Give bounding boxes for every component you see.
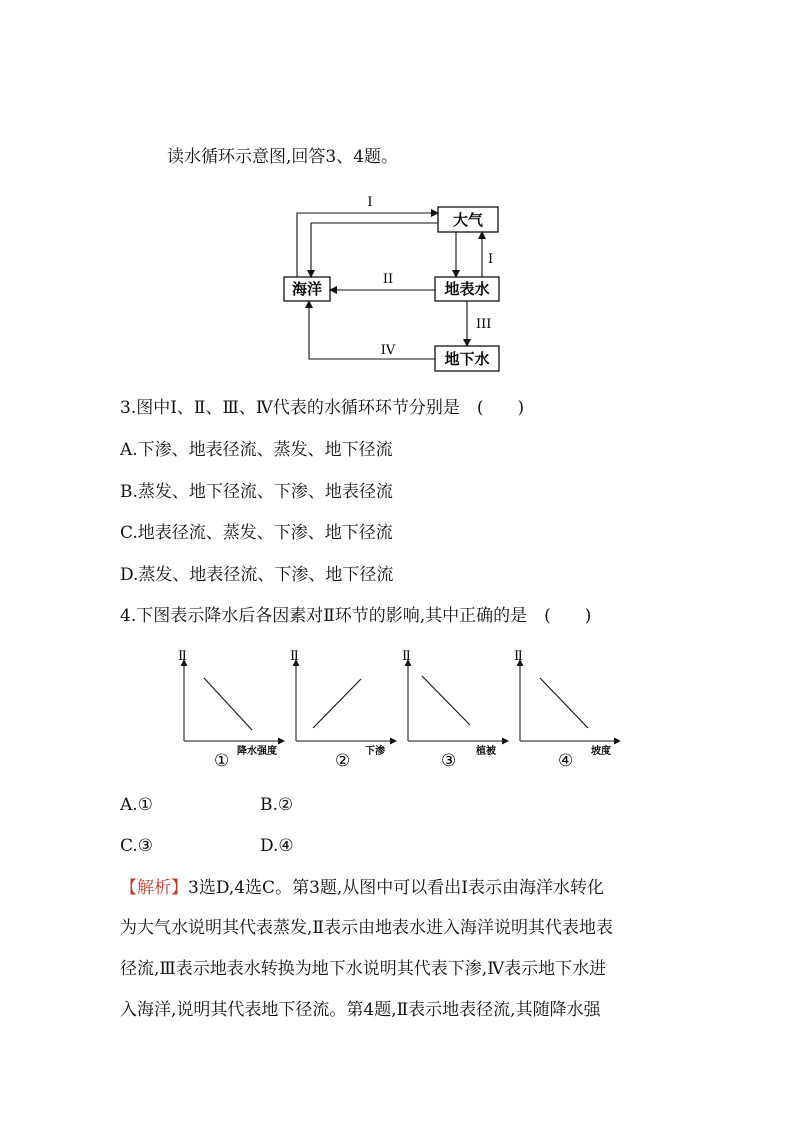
label-i-top: I — [367, 195, 373, 210]
node-surface-water-label: 地表水 — [444, 280, 490, 298]
graph-2-number: ② — [335, 751, 351, 771]
node-ocean — [284, 277, 330, 301]
node-ocean-label: 海洋 — [291, 280, 323, 298]
graph-3-ylabel: Ⅱ — [402, 649, 411, 664]
graph-1-ylabel: Ⅱ — [178, 649, 187, 664]
graph-4-xlabel: 坡度 — [591, 746, 611, 757]
graph-3-number: ③ — [441, 751, 457, 771]
graph-4-trend-line — [540, 678, 588, 728]
node-groundwater — [435, 346, 499, 371]
arrow-precipitation-ocean — [311, 223, 438, 277]
node-atmosphere-label: 大气 — [452, 211, 484, 229]
q3-option-c: C.地表径流、蒸发、下渗、地下径流 — [120, 523, 393, 543]
q3-option-a: A.下渗、地表径流、蒸发、地下径流 — [120, 440, 393, 460]
q4-stem: 4.下图表示降水后各因素对Ⅱ环节的影响,其中正确的是 ( ) — [120, 606, 592, 626]
label-iv: IV — [380, 343, 396, 358]
graph-2 — [290, 649, 396, 771]
graph-2-ylabel: Ⅱ — [290, 649, 299, 664]
graph-1-trend-line — [204, 678, 252, 730]
q4-option-a: A.① — [120, 795, 153, 815]
node-surface-water — [435, 277, 499, 301]
analysis-line-4: 入海洋,说明其代表地下径流。第4题,Ⅱ表示地表径流,其随降水强 — [120, 1000, 601, 1020]
analysis-line-2: 为大气水说明其代表蒸发,Ⅱ表示由地表水进入海洋说明其代表地表 — [120, 918, 613, 938]
q4-option-c: C.③ — [120, 836, 154, 856]
graph-1-xlabel: 降水强度 — [237, 746, 277, 757]
label-iii: III — [476, 317, 492, 332]
graph-2-trend-line — [313, 679, 361, 728]
graph-2-xlabel: 下渗 — [365, 746, 385, 757]
analysis-tag: 【解析】 — [120, 878, 188, 898]
graph-3 — [402, 649, 508, 771]
q4-option-d: D.④ — [260, 836, 294, 856]
analysis-line-3: 径流,Ⅲ表示地表水转换为地下水说明其代表下渗,Ⅳ表示地下水进 — [120, 959, 607, 979]
label-ii: II — [382, 272, 394, 287]
graph-4-number: ④ — [558, 751, 574, 771]
q3-option-b: B.蒸发、地下径流、下渗、地表径流 — [120, 482, 393, 502]
graph-4 — [514, 649, 620, 771]
node-groundwater-label: 地下水 — [444, 350, 490, 368]
analysis-line-1 — [120, 878, 604, 898]
q4-graphs — [160, 642, 620, 772]
water-cycle-diagram — [282, 186, 522, 376]
q4-option-b: B.② — [260, 795, 294, 815]
intro-text: 读水循环示意图,回答3、4题。 — [167, 147, 399, 167]
graph-4-ylabel: Ⅱ — [514, 649, 523, 664]
graph-3-xlabel: 植被 — [476, 746, 496, 757]
arrow-iv — [309, 301, 435, 359]
node-atmosphere — [438, 207, 498, 232]
graph-1 — [178, 649, 284, 771]
label-i-right: I — [488, 252, 494, 267]
q3-option-d: D.蒸发、地表径流、下渗、地下径流 — [120, 565, 394, 585]
graph-1-number: ① — [214, 751, 230, 771]
analysis-line-1-text: 3选D,4选C。第3题,从图中可以看出Ⅰ表示由海洋水转化 — [188, 878, 605, 898]
q3-stem: 3.图中Ⅰ、Ⅱ、Ⅲ、Ⅳ代表的水循环环节分别是 ( ) — [120, 398, 525, 418]
graph-3-trend-line — [422, 676, 470, 725]
